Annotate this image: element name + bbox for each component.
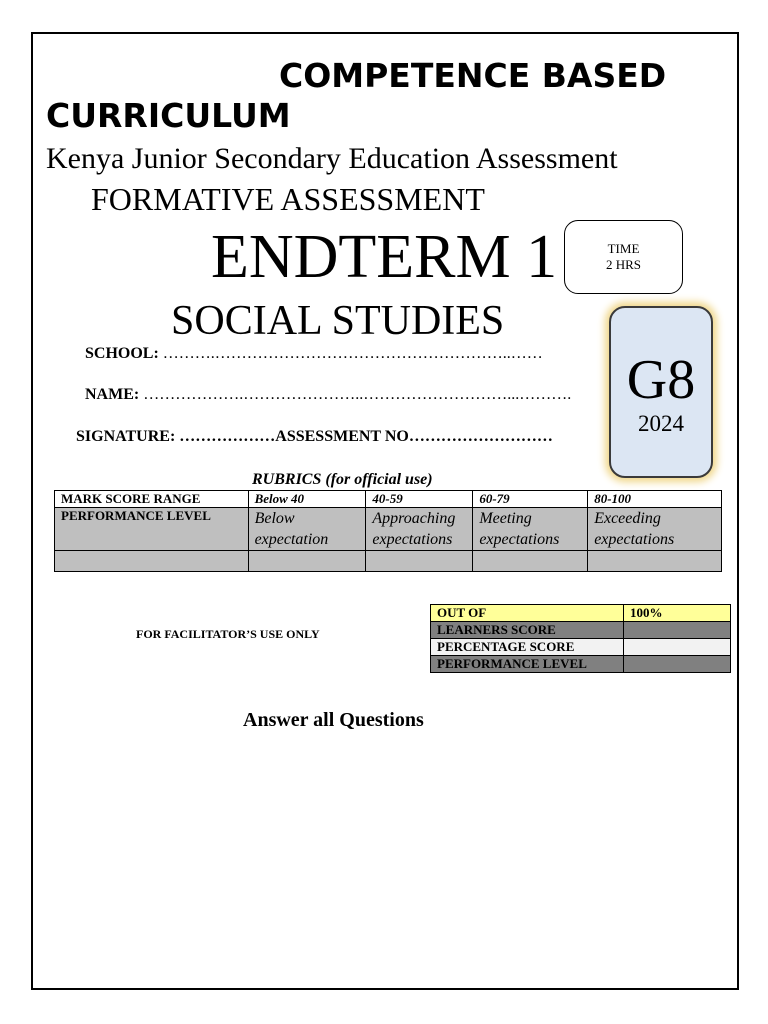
level-cell: Exceeding expectations <box>588 508 722 551</box>
school-field[interactable] <box>85 345 543 363</box>
range-label-cell: MARK SCORE RANGE <box>55 491 249 508</box>
level-cell: Meeting expectations <box>473 508 588 551</box>
score-row-value: 100% <box>624 605 731 622</box>
score-row <box>431 605 731 622</box>
time-box <box>564 220 683 294</box>
curriculum-title-line1: COMPETENCE BASED <box>279 56 667 95</box>
score-row <box>431 656 731 673</box>
range-cell: 80-100 <box>588 491 722 508</box>
level-cell: Approaching expectations <box>366 508 473 551</box>
score-row <box>431 639 731 656</box>
blank-cell[interactable] <box>588 551 722 572</box>
grade-label: G8 <box>626 349 696 411</box>
performance-level-input[interactable] <box>624 656 731 673</box>
blank-cell[interactable] <box>248 551 366 572</box>
score-row-label: LEARNERS SCORE <box>431 622 624 639</box>
grade-badge <box>609 306 713 478</box>
assessment-type: FORMATIVE ASSESSMENT <box>91 181 485 217</box>
curriculum-title-line2: CURRICULUM <box>46 96 291 135</box>
facilitator-label: FOR FACILITATOR’S USE ONLY <box>136 627 320 641</box>
rubric-title: RUBRICS (for official use) <box>252 471 433 488</box>
school-dots: ……….………………………………………………..…… <box>162 345 543 362</box>
subject-title: SOCIAL STUDIES <box>171 298 505 344</box>
percentage-score-input[interactable] <box>624 639 731 656</box>
name-field[interactable] <box>85 386 571 404</box>
rubric-blank-row <box>55 551 722 572</box>
signature-assessment-field[interactable] <box>76 428 553 446</box>
rubric-level-row <box>55 508 722 551</box>
time-value: 2 HRS <box>605 257 642 272</box>
instruction-text: Answer all Questions <box>243 709 424 731</box>
blank-cell[interactable] <box>366 551 473 572</box>
range-cell: Below 40 <box>248 491 366 508</box>
learners-score-input[interactable] <box>624 622 731 639</box>
level-label-cell: PERFORMANCE LEVEL <box>55 508 249 551</box>
name-label: NAME: <box>85 386 140 403</box>
term-title: ENDTERM 1 <box>211 223 558 291</box>
exam-cover-page <box>31 32 739 990</box>
level-cell: Below expectation <box>248 508 366 551</box>
time-label: TIME <box>607 241 640 256</box>
signature-label: SIGNATURE: <box>76 428 176 445</box>
blank-cell[interactable] <box>473 551 588 572</box>
school-label: SCHOOL: <box>85 345 159 362</box>
range-cell: 40-59 <box>366 491 473 508</box>
assessment-no-label: ASSESSMENT NO <box>275 428 409 445</box>
rubric-table <box>54 490 722 572</box>
score-row-label: OUT OF <box>431 605 624 622</box>
rubric-range-row <box>55 491 722 508</box>
assessment-no-dots: ……………………… <box>408 428 553 445</box>
signature-dots: ……………… <box>179 428 276 445</box>
name-dots: ……………….…………………..………………………...………. <box>143 386 572 403</box>
score-row-label: PERFORMANCE LEVEL <box>431 656 624 673</box>
facilitator-score-table <box>430 604 731 673</box>
score-row-label: PERCENTAGE SCORE <box>431 639 624 656</box>
blank-cell[interactable] <box>55 551 249 572</box>
score-row <box>431 622 731 639</box>
range-cell: 60-79 <box>473 491 588 508</box>
assessment-body-subtitle: Kenya Junior Secondary Education Assessment <box>46 142 618 175</box>
grade-year: 2024 <box>638 411 684 436</box>
